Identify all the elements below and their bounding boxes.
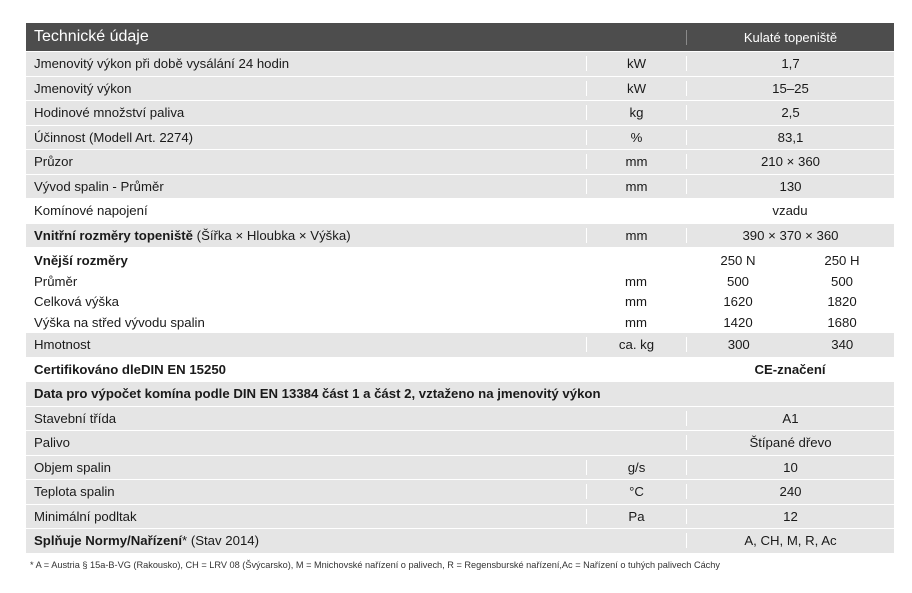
row-value: CE-značení <box>754 361 826 377</box>
outer-dimensions-header <box>26 248 894 272</box>
row-value: vzadu <box>772 203 808 219</box>
row-value: 390 × 370 × 360 <box>742 227 839 243</box>
row-value: 15–25 <box>772 80 809 96</box>
variant-a-label: 250 N <box>720 252 756 268</box>
row-value-cell <box>686 435 894 450</box>
row-value-cell <box>686 484 894 499</box>
table-header <box>26 23 894 52</box>
din-section-title: Data pro výpočet komína podle DIN EN 13384 část 1 a část 2, vztaženo na jmenovitý výkon <box>34 386 601 402</box>
row-value-cell <box>686 509 894 524</box>
row-value: 10 <box>783 459 798 475</box>
row-value: 130 <box>779 178 802 194</box>
variant-b-value: 1680 <box>827 314 857 330</box>
row-value-cell <box>686 460 894 475</box>
row-label-bold: Splňuje Normy/Nařízení <box>34 533 183 549</box>
row-label-rest: * (Stav 2014) <box>182 533 259 549</box>
row-label: Výška na střed vývodu spalin <box>34 314 205 330</box>
row-label <box>26 533 586 548</box>
row-label: Průzor <box>34 154 73 170</box>
row-value-cell <box>686 203 894 218</box>
outer-dimensions-title: Vnější rozměry <box>34 252 128 268</box>
table-row <box>26 175 894 200</box>
row-label: Certifikováno dleDIN EN 15250 <box>34 361 227 377</box>
table-row <box>26 431 894 456</box>
technical-data-table <box>26 23 894 554</box>
variant-b-value: 1820 <box>827 293 857 309</box>
table-row <box>26 456 894 481</box>
row-label: Jmenovitý výkon <box>34 80 132 96</box>
variant-b-label: 250 H <box>824 252 860 268</box>
row-label: Hmotnost <box>34 337 91 353</box>
row-unit: mm <box>625 274 647 290</box>
row-unit: % <box>586 130 686 145</box>
row-label: Vývod spalin - Průměr <box>34 178 164 194</box>
outer-dimensions-block <box>26 248 894 333</box>
table-row <box>26 505 894 530</box>
row-label: Celková výška <box>34 293 120 309</box>
row-value-cell <box>686 411 894 426</box>
row-value: 12 <box>783 508 798 524</box>
variant-a-value: 1620 <box>723 293 753 309</box>
table-row <box>26 199 894 224</box>
row-label: Stavební třída <box>34 410 117 426</box>
row-label: Hodinové množství paliva <box>34 105 185 121</box>
row-value: 210 × 360 <box>760 154 821 170</box>
row-label: Jmenovitý výkon při době vysálání 24 hodin <box>34 56 290 72</box>
row-label: Průměr <box>34 274 78 290</box>
row-value: A1 <box>782 410 799 426</box>
header-column-cell <box>686 30 894 45</box>
row-unit: mm <box>586 228 686 243</box>
row-value-cell <box>686 274 894 289</box>
certification-row <box>26 358 894 383</box>
row-unit: kW <box>586 56 686 71</box>
row-value-cell <box>686 362 894 377</box>
row-value-cell <box>686 253 894 268</box>
row-value-cell <box>686 228 894 243</box>
table-row <box>26 311 894 333</box>
row-value-cell <box>686 130 894 145</box>
row-value-cell <box>686 294 894 309</box>
din-section-header <box>26 382 894 407</box>
row-value-cell <box>686 56 894 71</box>
header-column-label: Kulaté topeniště <box>743 29 838 45</box>
row-value-cell <box>686 81 894 96</box>
row-label-bold: Vnitřní rozměry topeniště <box>34 227 194 243</box>
table-row <box>26 292 894 312</box>
row-value-cell <box>686 179 894 194</box>
row-label: Palivo <box>34 435 70 451</box>
table-row <box>26 150 894 175</box>
row-value-cell <box>686 315 894 330</box>
row-unit: g/s <box>586 460 686 475</box>
row-unit: °C <box>586 484 686 499</box>
row-unit: kW <box>586 81 686 96</box>
row-value-cell <box>686 154 894 169</box>
table-row <box>26 407 894 432</box>
row-label <box>26 228 586 243</box>
table-row <box>26 272 894 292</box>
row-value: Štípané dřevo <box>749 435 832 451</box>
row-unit: mm <box>586 179 686 194</box>
footnote: * A = Austria § 15a-B-VG (Rakousko), CH = LRV 08 (Švýcarsko), M = Mnichovské nařízení o palivech, R = Regensburské nařízení,Ac = Nařízení o tuhých palivech Cáchy <box>30 560 720 570</box>
row-label-rest: (Šířka × Hloubka × Výška) <box>193 227 351 243</box>
row-value: 83,1 <box>777 129 804 145</box>
variant-b-value: 340 <box>831 337 854 353</box>
row-label: Účinnost (Modell Art. 2274) <box>34 129 194 145</box>
row-value: A, CH, M, R, Ac <box>744 533 837 549</box>
row-value: 1,7 <box>781 56 800 72</box>
table-row <box>26 224 894 249</box>
row-unit: mm <box>625 314 647 330</box>
row-value-cell <box>686 105 894 120</box>
row-unit: kg <box>586 105 686 120</box>
table-title: Technické údaje <box>34 28 149 45</box>
table-row <box>26 101 894 126</box>
row-label: Komínové napojení <box>34 203 148 219</box>
row-label: Teplota spalin <box>34 484 115 500</box>
row-value: 2,5 <box>781 105 800 121</box>
norms-row <box>26 529 894 554</box>
row-unit: mm <box>586 154 686 169</box>
row-value-cell <box>686 533 894 548</box>
row-value-cell <box>686 337 894 352</box>
variant-a-value: 500 <box>726 274 749 290</box>
row-unit: mm <box>625 293 647 309</box>
row-value: 240 <box>779 484 802 500</box>
variant-b-value: 500 <box>830 274 853 290</box>
table-row <box>26 52 894 77</box>
row-unit: ca. kg <box>586 337 686 352</box>
row-label: Minimální podltak <box>34 508 137 524</box>
row-label: Objem spalin <box>34 459 111 475</box>
variant-a-value: 1420 <box>723 314 753 330</box>
row-unit: Pa <box>586 509 686 524</box>
table-row <box>26 77 894 102</box>
weight-row <box>26 333 894 358</box>
table-row <box>26 480 894 505</box>
variant-a-value: 300 <box>727 337 750 353</box>
table-row <box>26 126 894 151</box>
